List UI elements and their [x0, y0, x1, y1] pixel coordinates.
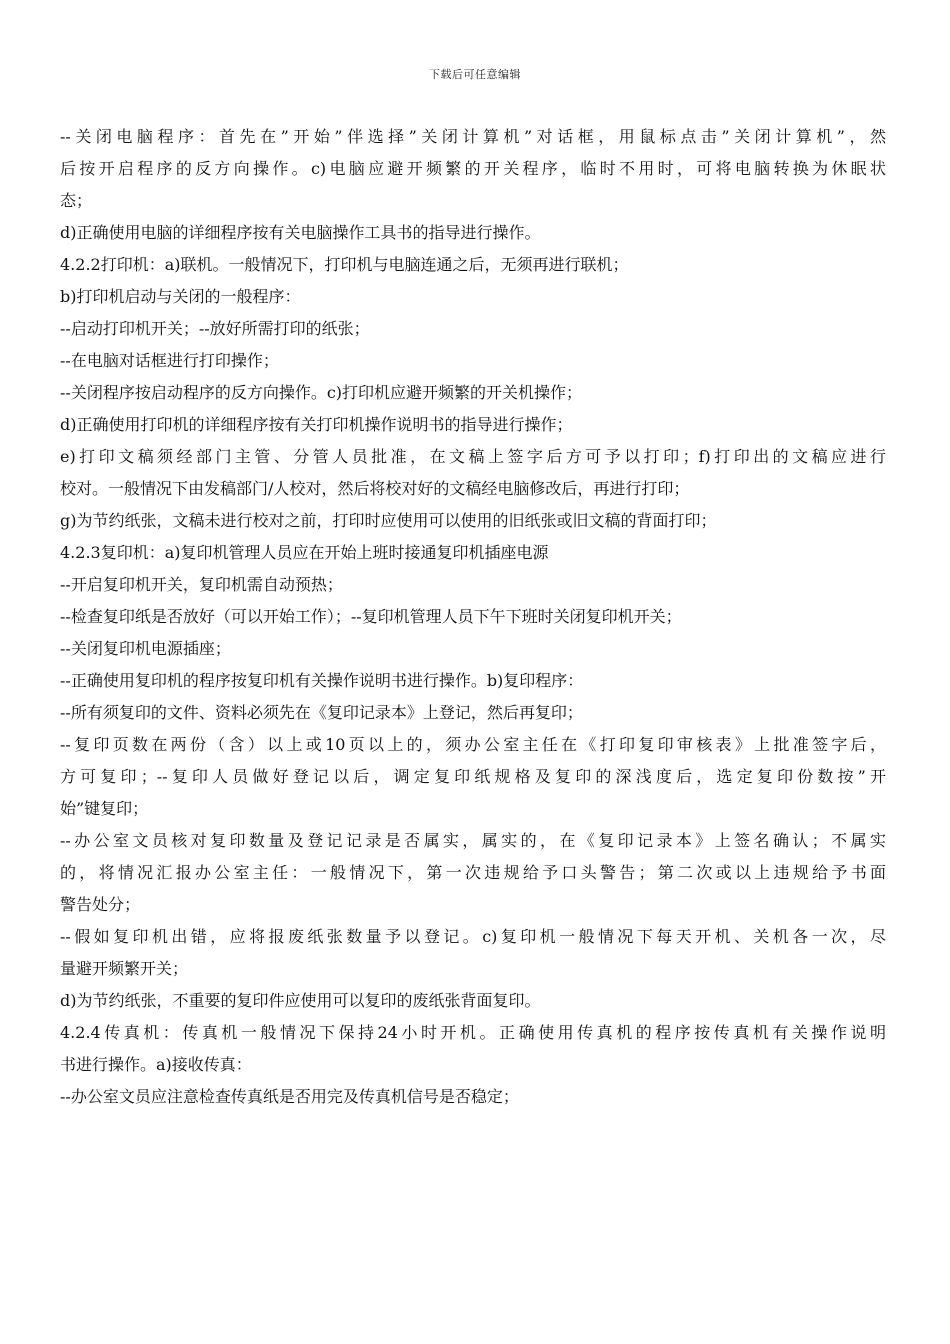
text-line: --所有须复印的文件、资料必须先在《复印记录本》上登记，然后再复印； [60, 703, 583, 722]
text-line: --办公室文员应注意检查传真纸是否用完及传真机信号是否稳定； [60, 1087, 519, 1106]
text-line: --关闭复印机电源插座； [60, 639, 231, 658]
text-line: 校对。一般情况下由发稿部门/人校对，然后将校对好的文稿经电脑修改后，再进行打印； [60, 479, 690, 498]
text-line: 量避开频繁开关； [60, 959, 189, 978]
text-line: 书进行操作。a)接收传真： [60, 1055, 252, 1074]
text-line: 4.2.3复印机：a)复印机管理人员应在开始上班时接通复印机插座电源 [60, 543, 549, 562]
document-body [60, 121, 886, 1113]
text-line: --开启复印机开关，复印机需自动预热； [60, 575, 343, 594]
text-line: --检查复印纸是否放好（可以开始工作）；--复印机管理人员下午下班时关闭复印机开关； [60, 607, 682, 626]
text-line: d)正确使用打印机的详细程序按有关打印机操作说明书的指导进行操作； [60, 415, 573, 434]
text-line: --复印页数在两份（含）以上或10页以上的，须办公室主任在《打印复印审核表》上批准签字后， [60, 735, 886, 754]
text-line: d)为节约纸张，不重要的复印件应使用可以复印的废纸张背面复印。 [60, 991, 541, 1010]
text-line: b)打印机启动与关闭的一般程序： [60, 287, 301, 306]
text-line: g)为节约纸张，文稿未进行校对之前，打印时应使用可以使用的旧纸张或旧文稿的背面打印； [60, 511, 717, 530]
text-line: d)正确使用电脑的详细程序按有关电脑操作工具书的指导进行操作。 [60, 223, 541, 242]
text-line: --在电脑对话框进行打印操作； [60, 351, 279, 370]
text-line: --关闭程序按启动程序的反方向操作。c)打印机应避开频繁的开关机操作； [60, 383, 583, 402]
text-line: 的，将情况汇报办公室主任：一般情况下，第一次违规给予口头警告；第二次或以上违规给予书面 [60, 863, 886, 882]
text-line: 始”键复印； [60, 799, 149, 818]
text-line: --假如复印机出错，应将报废纸张数量予以登记。c)复印机一般情况下每天开机、关机各一次，尽 [60, 927, 886, 946]
text-line: 后按开启程序的反方向操作。c)电脑应避开频繁的开关程序，临时不用时，可将电脑转换为休眠状 [60, 159, 886, 178]
text-line: --启动打印机开关；--放好所需打印的纸张； [60, 319, 370, 338]
text-line: 方可复印；--复印人员做好登记以后，调定复印纸规格及复印的深浅度后，选定复印份数按”开 [60, 767, 886, 786]
text-line: 4.2.2打印机：a)联机。一般情况下，打印机与电脑连通之后，无须再进行联机； [60, 255, 629, 274]
text-line: 4.2.4传真机：传真机一般情况下保持24小时开机。正确使用传真机的程序按传真机有关操作说明 [60, 1023, 886, 1042]
text-line: --办公室文员核对复印数量及登记记录是否属实，属实的，在《复印记录本》上签名确认；不属实 [60, 831, 886, 850]
text-line: 态； [60, 191, 93, 210]
text-line: --关闭电脑程序：首先在”开始”伴选择”关闭计算机”对话框，用鼠标点击”关闭计算机”，然 [60, 127, 886, 146]
text-line: e)打印文稿须经部门主管、分管人员批准，在文稿上签字后方可予以打印；f)打印出的文稿应进行 [60, 447, 886, 466]
text-line: --正确使用复印机的程序按复印机有关操作说明书进行操作。b)复印程序： [60, 671, 584, 690]
text-line: 警告处分； [60, 895, 141, 914]
page-header: 下载后可任意编辑 [429, 68, 521, 81]
